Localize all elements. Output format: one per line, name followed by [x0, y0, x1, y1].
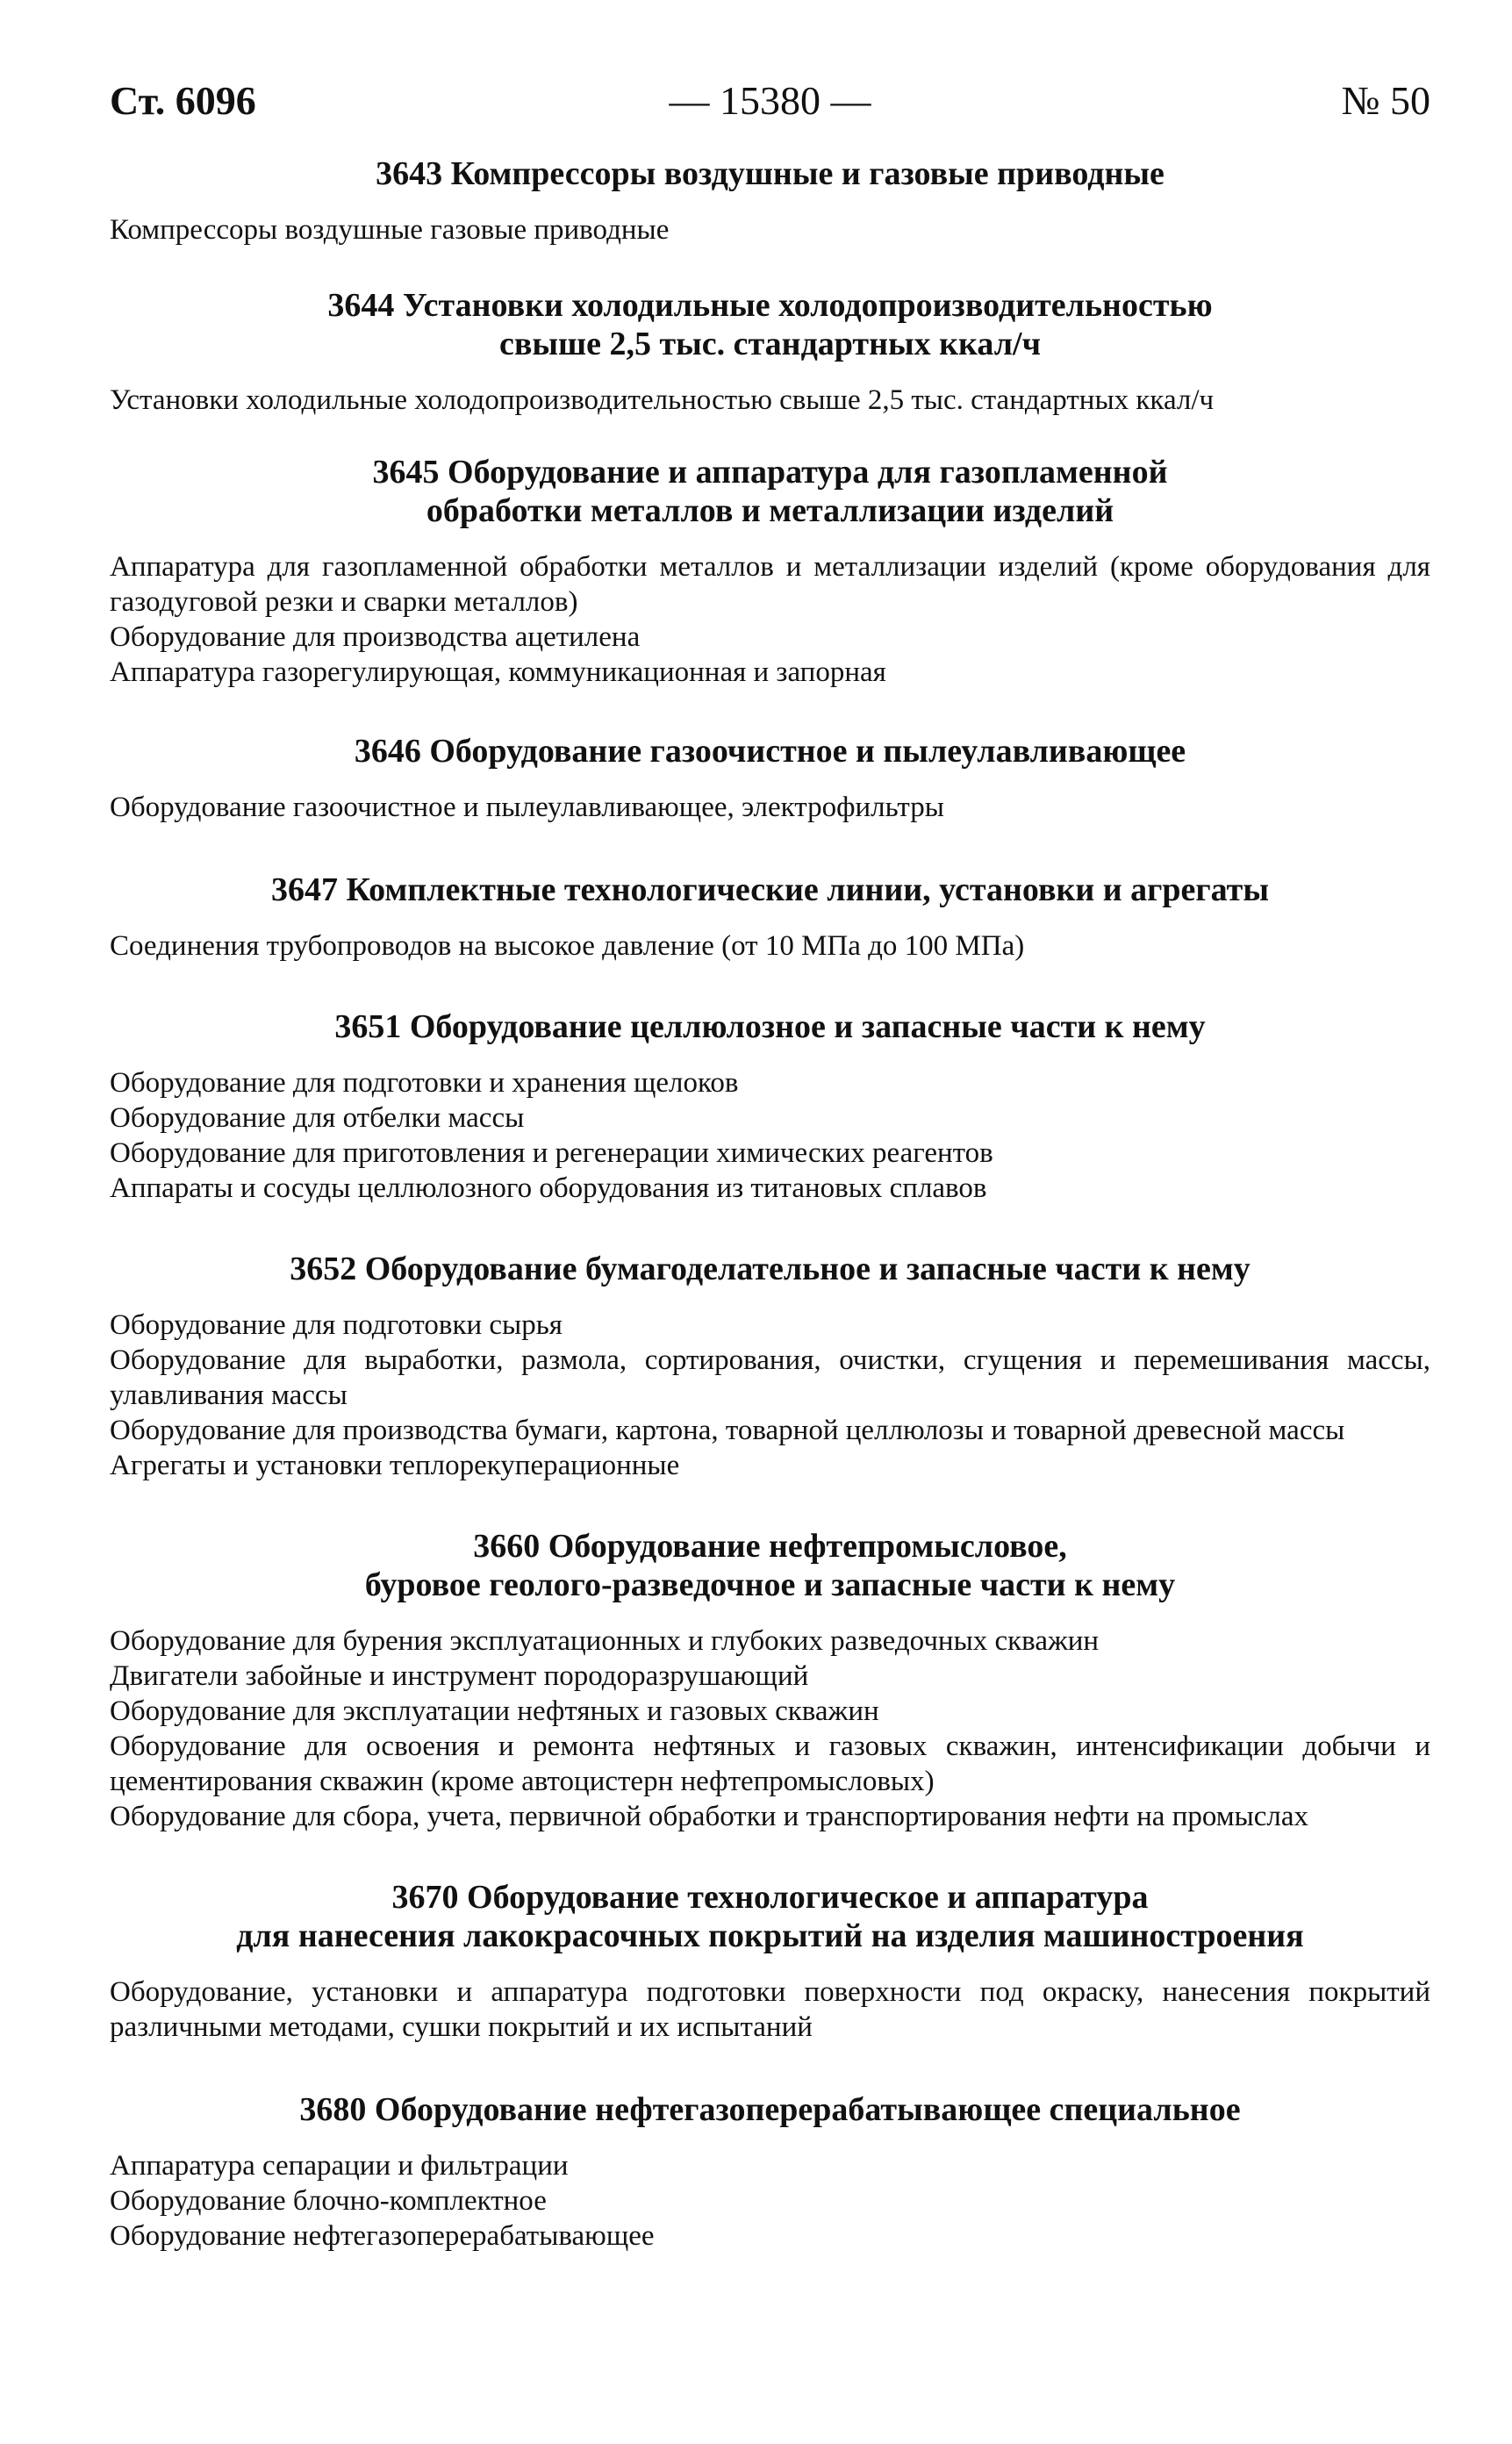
section-title — [110, 1007, 1430, 1046]
section-items — [110, 1623, 1430, 1834]
section-3670 — [110, 1878, 1430, 2045]
list-item: Оборудование для сбора, учета, первичной обработки и транспортирования нефти на промыслах — [110, 1801, 1309, 1832]
section-title-line: 3643 Компрессоры воздушные и газовые приводные — [376, 155, 1164, 192]
section-title — [110, 154, 1430, 193]
list-item: Аппаратура для газопламенной обработки металлов и металлизации изделий (кроме оборудования для газодуговой резки и сварки металлов) — [110, 551, 1430, 618]
list-item: Двигатели забойные и инструмент породоразрушающий — [110, 1660, 809, 1692]
section-title — [110, 1527, 1430, 1604]
section-3647 — [110, 871, 1430, 964]
section-items — [110, 928, 1430, 964]
section-3660 — [110, 1527, 1430, 1834]
list-item: Оборудование для отбелки массы — [110, 1102, 525, 1134]
section-title — [110, 871, 1430, 909]
section-title-line: 3645 Оборудование и аппаратура для газопламенной — [372, 454, 1168, 491]
list-item: Оборудование для эксплуатации нефтяных и газовых скважин — [110, 1695, 879, 1727]
section-items — [110, 549, 1430, 690]
issue-number: № 50 — [1341, 78, 1430, 123]
section-title — [110, 2090, 1430, 2129]
section-title-line: 3652 Оборудование бумагоделательное и запасные части к нему — [290, 1251, 1250, 1287]
page-column-number: Ст. 6096 — [110, 78, 256, 123]
list-item: Оборудование для выработки, размола, сортирования, очистки, сгущения и перемешивания массы, улавливания массы — [110, 1344, 1430, 1411]
section-3652 — [110, 1250, 1430, 1483]
section-title-line: буровое геолого-разведочное и запасные части к нему — [364, 1566, 1176, 1603]
section-items — [110, 1975, 1430, 2045]
section-title-line: 3670 Оборудование технологическое и аппаратура — [391, 1879, 1149, 1916]
list-item: Оборудование для бурения эксплуатационных и глубоких разведочных скважин — [110, 1625, 1100, 1657]
section-title-line: обработки металлов и металлизации изделий — [426, 492, 1114, 529]
list-item: Оборудование для производства бумаги, картона, товарной целлюлозы и товарной древесной массы — [110, 1415, 1345, 1446]
section-items — [110, 212, 1430, 247]
section-title — [110, 1878, 1430, 1955]
page-number: — 15380 — — [669, 78, 871, 123]
section-title — [110, 732, 1430, 770]
section-3644 — [110, 286, 1430, 418]
section-title — [110, 453, 1430, 530]
list-item: Соединения трубопроводов на высокое давление (от 10 МПа до 100 МПа) — [110, 930, 1025, 962]
list-item: Оборудование для освоения и ремонта нефтяных и газовых скважин, интенсификации добычи и цементирования скважин (кроме автоцистерн нефтепромысловых) — [110, 1731, 1430, 1797]
section-3651 — [110, 1007, 1430, 1206]
section-items — [110, 2148, 1430, 2254]
list-item: Компрессоры воздушные газовые приводные — [110, 214, 670, 246]
section-3680 — [110, 2090, 1430, 2254]
list-item: Оборудование, установки и аппаратура подготовки поверхности под окраску, нанесения покрытий различными методами, сушки покрытий и их испытаний — [110, 1976, 1430, 2043]
section-title — [110, 1250, 1430, 1288]
section-title — [110, 286, 1430, 363]
list-item: Оборудование для производства ацетилена — [110, 621, 641, 653]
section-title-line: 3680 Оборудование нефтегазоперерабатывающее специальное — [299, 2091, 1241, 2128]
list-item: Агрегаты и установки теплорекуперационные — [110, 1450, 680, 1481]
list-item: Аппаратура газорегулирующая, коммуникационная и запорная — [110, 656, 886, 688]
section-title-line: 3647 Комплектные технологические линии, установки и агрегаты — [270, 871, 1270, 908]
list-item: Установки холодильные холодопроизводительностью свыше 2,5 тыс. стандартных ккал/ч — [110, 384, 1215, 416]
section-items — [110, 383, 1430, 418]
list-item: Оборудование для приготовления и регенерации химических реагентов — [110, 1137, 993, 1169]
section-title-line: для нанесения лакокрасочных покрытий на изделия машиностроения — [236, 1917, 1304, 1954]
section-3645 — [110, 453, 1430, 690]
page-header — [110, 75, 1430, 126]
section-items — [110, 790, 1430, 825]
section-items — [110, 1065, 1430, 1206]
section-title-line: 3646 Оборудование газоочистное и пылеулавливающее — [354, 733, 1186, 770]
list-item: Оборудование для подготовки сырья — [110, 1309, 563, 1341]
section-title-line: 3644 Установки холодильные холодопроизводительностью — [327, 287, 1213, 324]
list-item: Оборудование нефтегазоперерабатывающее — [110, 2220, 655, 2252]
list-item: Оборудование газоочистное и пылеулавливающее, электрофильтры — [110, 792, 944, 823]
section-3643 — [110, 154, 1430, 247]
section-title-line: 3651 Оборудование целлюлозное и запасные части к нему — [334, 1008, 1206, 1045]
list-item: Аппараты и сосуды целлюлозного оборудования из титановых сплавов — [110, 1172, 987, 1204]
list-item: Оборудование блочно-комплектное — [110, 2185, 547, 2217]
list-item: Оборудование для подготовки и хранения щелоков — [110, 1067, 739, 1099]
section-title-line: 3660 Оборудование нефтепромысловое, — [473, 1528, 1067, 1565]
section-items — [110, 1308, 1430, 1483]
document-page — [110, 75, 1430, 2254]
section-3646 — [110, 732, 1430, 825]
list-item: Аппаратура сепарации и фильтрации — [110, 2150, 569, 2182]
section-title-line: свыше 2,5 тыс. стандартных ккал/ч — [498, 326, 1042, 362]
